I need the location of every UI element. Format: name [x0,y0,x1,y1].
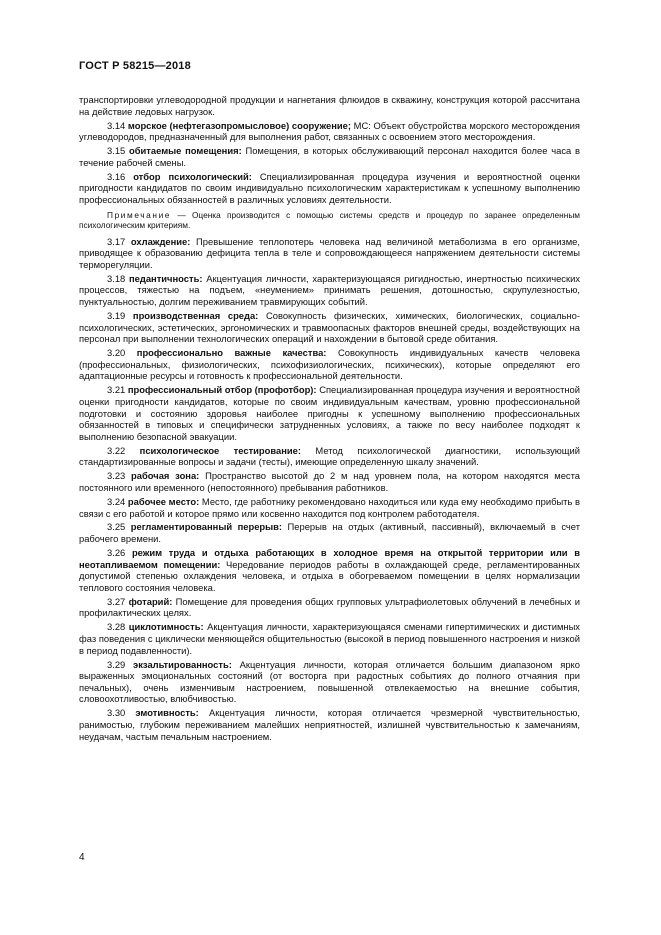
term-name: циклотимность: [128,621,204,633]
continuation-paragraph: транспортировки углеводородной продукции и нагнетания флюидов в скважину, конструкция которой рассчитана на действие ледовых нагрузок. [79,94,580,117]
term-name: психологическое тестирование: [139,444,301,456]
term-number: 3.20 [107,347,126,359]
term-name: профессионально важные качества: [136,347,327,359]
term-number: 3.30 [107,707,126,719]
term-number: 3.28 [107,621,126,633]
term-definition: Совокупность физических, химических, биологических, социально-психологических, эстетических, эргономических и травмоопасных факторов внешней среды, воздействующих на персонал при выполнении технологических операций и нахождении в бытовой среде обитания. [79,310,581,345]
term-number: 3.22 [107,444,126,456]
term-definition: Специализированная процедура изучения и вероятностной оценки пригодности кандидатов по своим индивидуально психологическим характеристикам к успешному выполнению профессиональных обязанностей в различных условиях деятельности. [79,170,581,205]
term-name: морское (нефтегазопромысловое) сооружение; [127,119,351,131]
term-name: профессиональный отбор (профотбор): [127,384,317,396]
term-name: педантичность: [129,272,203,284]
term-3-19 [79,310,580,345]
term-definition: Совокупность индивидуальных качеств человека (профессиональных, физиологических, психофизиологических, психических), которые определяют его адаптационные ресурсы и готовность к профессиональной деятельности. [79,347,581,382]
term-3-15 [79,145,580,168]
term-definition: Место, где работнику рекомендовано находиться или куда ему необходимо прибыть в связи с его работой и которое прямо или косвенно находится под контролем работодателя. [79,495,580,519]
term-number: 3.29 [107,658,126,670]
note-paragraph [79,210,580,231]
document-body [79,94,580,745]
term-3-29 [79,659,580,705]
term-number: 3.14 [107,119,126,131]
term-3-21 [79,384,580,442]
term-3-25 [79,521,580,544]
term-3-23 [79,470,580,493]
term-definition: Помещение для проведения общих групповых ультрафиолетовых облучений в лечебных и профилактических целях. [79,595,580,619]
term-name: охлаждение: [130,235,191,247]
term-3-27 [79,596,580,619]
term-3-30 [79,707,580,742]
term-definition: Перерыв на отдых (активный, пассивный), включаемый в счет рабочего времени. [79,521,580,545]
term-definition: Специализированная процедура изучения и вероятностной оценки пригодности кандидатов, которые по своим индивидуальным качествам, уровню профессиональной подготовки и состоянию здоровья наиболее пригодны к успешному выполнению профессиональных обязанностей в типовых и специфически затрудненных условиях, а также по весу наиболее подходят к выполнению безопасной эвакуации. [79,384,581,442]
term-number: 3.26 [107,547,126,559]
term-definition: Пространство высотой до 2 м над уровнем пола, на котором находятся места постоянного или временного (непостоянного) пребывания работников. [79,470,581,493]
term-definition: Чередование периодов работы в охлаждающей среде, регламентированных допустимой степенью охлаждения человека, и отдыха в обогреваемом помещении в целях нормализации теплового состояния человека. [79,558,580,593]
term-definition: Метод психологической диагностики, использующий стандартизированные вопросы и задачи (тесты), имеющие определенную шкалу значений. [79,444,580,468]
term-name: экзальтированность: [133,658,232,670]
term-name: рабочее место: [127,495,200,507]
term-3-20 [79,347,580,382]
term-definition: Акцентуация личности, которая отличается большим диапазоном ярко выраженных эмоциональных состояний (от восторга при радостных событиях до полного отчаяния при печальных), очень изменчивым настроением, повышенной отвлекаемостью на внешние события, словоохотливостью, влюбчивостью. [79,658,580,705]
term-3-24 [79,496,580,519]
term-3-26 [79,547,580,593]
term-3-18 [79,273,580,308]
term-number: 3.19 [107,310,126,322]
term-number: 3.24 [107,495,126,507]
term-name: обитаемые помещения: [129,145,242,157]
note-text: — Оценка производится с помощью системы средств и процедур по заранее определенным психологическим критериям. [79,209,580,231]
term-name: производственная среда: [132,310,259,322]
term-number: 3.25 [107,521,126,533]
term-3-17 [79,236,580,271]
term-number: 3.27 [107,595,126,607]
term-name: регламентированный перерыв: [130,521,283,533]
term-definition: Акцентуация личности, характеризующаяся сменами гипертимических и дистимных фаз поведения с циклически меняющейся общительностью (высокой в период повышенного настроения и низкой в период подавленности). [79,621,580,656]
term-name: отбор психологический: [133,170,252,182]
term-number: 3.21 [107,384,126,396]
term-definition: Акцентуация личности, характеризующаяся ригидностью, инертностью психических процессов, тяжестью на подъем, «неумением» принимать решения, дотошностью, скрупулезностью, пунктуальностью, долгим переживанием травмирующих событий. [79,272,581,308]
term-definition: Акцентуация личности, которая отличается чрезмерной чувствительностью, ранимостью, глубоким переживанием малейших неприятностей, излишней чувствительностью к замечаниям, неудачам, частым печальным настроением. [79,707,580,742]
term-name: режим труда и отдыха работающих в холодное время на открытой территории или в неотапливаемом помещении: [79,547,581,570]
note-label: Примечание [107,209,172,220]
term-definition: Превышение теплопотерь человека над величиной метаболизма в его организме, приводящее к образованию дефицита тепла в теле и сопровождающееся напряжением деятельности системы терморегуляции. [79,235,580,270]
term-3-14 [79,120,580,143]
term-number: 3.15 [107,145,126,157]
term-3-28 [79,621,580,656]
term-name: фотарий: [128,595,173,607]
page-number: 4 [79,852,85,863]
term-number: 3.17 [107,235,126,247]
term-number: 3.18 [107,272,126,284]
term-3-16 [79,171,580,206]
page-header-standard-number: ГОСТ Р 58215—2018 [79,60,191,72]
term-definition: МС: Объект обустройства морского месторождения углеводородов, предназначенный для выполнения работ, связанных с освоением этого месторождения. [79,119,580,143]
term-definition: Помещения, в которых обслуживающий персонал находится более часа в течение рабочей смены. [79,145,580,168]
term-name: эмотивность: [135,707,199,719]
term-name: рабочая зона: [131,470,200,482]
term-number: 3.16 [107,170,126,182]
term-3-22 [79,445,580,468]
term-number: 3.23 [107,470,126,482]
